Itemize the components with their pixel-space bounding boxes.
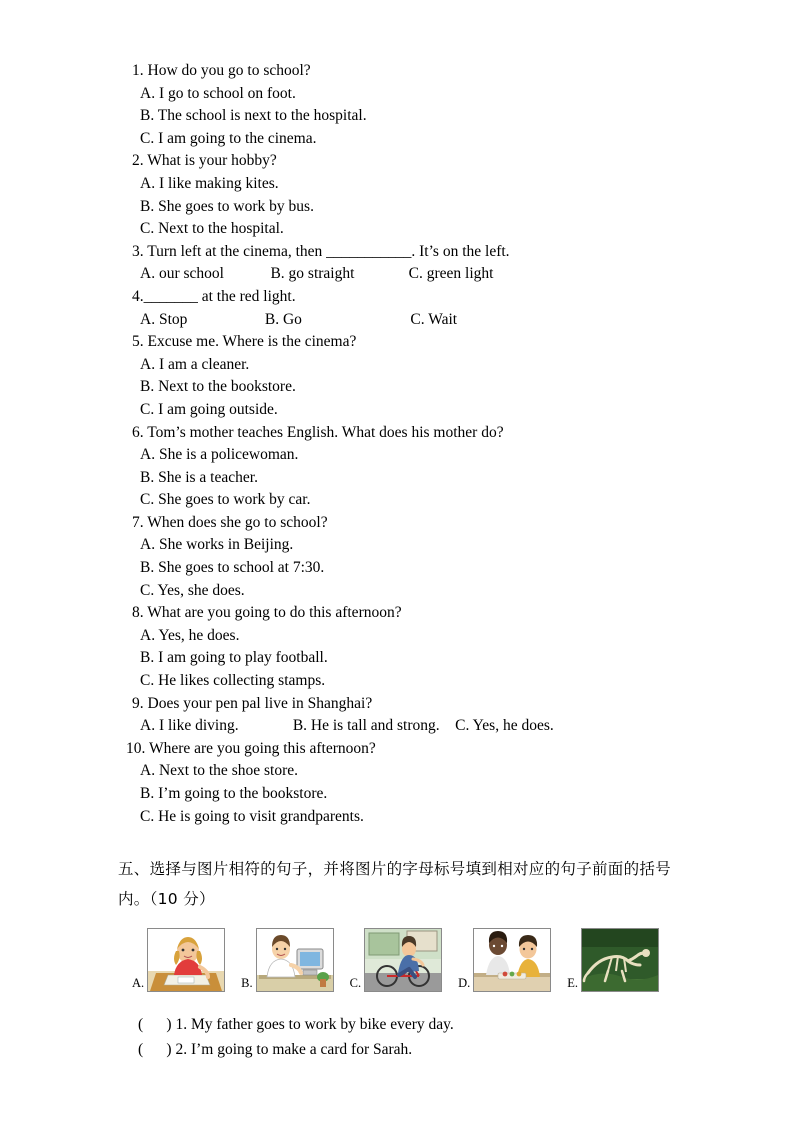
question-6-stem: 6. Tom’s mother teaches English. What does his mother do? — [132, 423, 504, 441]
question-8-stem: 8. What are you going to do this afternoon? — [132, 604, 402, 622]
question-5-option-b[interactable]: B. Next to the bookstore. — [140, 378, 296, 396]
picture-label-e: E. — [567, 976, 579, 991]
question-7 — [118, 512, 678, 602]
picture-label-a: A. — [132, 976, 145, 991]
picture-cell-c — [350, 928, 442, 992]
question-1-stem: 1. How do you go to school? — [132, 62, 311, 79]
question-8-option-a[interactable]: A. Yes, he does. — [140, 626, 240, 644]
picture-cell-d — [458, 928, 551, 992]
question-6-option-b[interactable]: B. She is a teacher. — [140, 468, 258, 486]
question-6-option-a[interactable]: A. She is a policewoman. — [140, 446, 299, 464]
question-8-option-c[interactable]: C. He likes collecting stamps. — [140, 672, 326, 690]
worksheet-content — [118, 60, 678, 1062]
question-2-option-c[interactable]: C. Next to the hospital. — [140, 220, 284, 238]
question-2 — [118, 150, 678, 240]
picture-label-b: B. — [241, 976, 253, 991]
question-3-options[interactable]: A. our school B. go straight C. green light — [140, 265, 494, 283]
question-4 — [118, 286, 678, 331]
question-5-option-c[interactable]: C. I am going outside. — [140, 400, 278, 418]
question-1-option-b[interactable]: B. The school is next to the hospital. — [140, 107, 367, 125]
question-6-option-c[interactable]: C. She goes to work by car. — [140, 491, 311, 509]
question-10-stem: 10. Where are you going this afternoon? — [126, 739, 376, 757]
question-9-options[interactable]: A. I like diving. B. He is tall and strong. C. Yes, he does. — [140, 717, 554, 735]
question-1-option-c[interactable]: C. I am going to the cinema. — [140, 129, 317, 147]
question-7-stem: 7. When does she go to school? — [132, 513, 328, 531]
question-7-option-a[interactable]: A. She works in Beijing. — [140, 536, 294, 554]
question-3 — [118, 241, 678, 286]
picture-label-c: C. — [349, 976, 362, 991]
picture-cell-a — [132, 928, 225, 992]
question-8 — [118, 602, 678, 692]
question-10 — [118, 738, 678, 828]
question-1 — [118, 60, 678, 150]
section-five-heading: 五、选择与图片相符的句子，并将图片的字母标号填到相对应的句子前面的括号内。（10 分） — [118, 860, 672, 909]
match-item-list — [118, 1012, 678, 1062]
question-2-option-a[interactable]: A. I like making kites. — [140, 174, 279, 192]
question-6 — [118, 422, 678, 512]
question-10-option-c[interactable]: C. He is going to visit grandparents. — [140, 807, 364, 825]
dinosaur-skeleton-museum-icon[interactable] — [581, 928, 659, 992]
two-children-cooking-icon[interactable] — [473, 928, 551, 992]
question-10-option-a[interactable]: A. Next to the shoe store. — [140, 762, 298, 780]
question-2-option-b[interactable]: B. She goes to work by bus. — [140, 197, 314, 215]
question-8-option-b[interactable]: B. I am going to play football. — [140, 649, 328, 667]
question-2-stem: 2. What is your hobby? — [132, 152, 277, 170]
picture-cell-e — [567, 928, 659, 992]
question-3-stem: 3. Turn left at the cinema, then ___________. It’s on the left. — [132, 242, 510, 260]
question-5-option-a[interactable]: A. I am a cleaner. — [140, 355, 250, 373]
match-item-1[interactable]: ( ) 1. My father goes to work by bike every day. — [138, 1016, 454, 1034]
question-9 — [118, 693, 678, 738]
question-4-options[interactable]: A. Stop B. Go C. Wait — [140, 310, 458, 328]
match-item-2[interactable]: ( ) 2. I’m going to make a card for Sarah. — [138, 1041, 413, 1059]
picture-label-d: D. — [458, 976, 471, 991]
girl-writing-at-desk-icon[interactable] — [147, 928, 225, 992]
question-9-stem: 9. Does your pen pal live in Shanghai? — [132, 694, 373, 712]
man-riding-bicycle-icon[interactable] — [364, 928, 442, 992]
question-5 — [118, 331, 678, 421]
picture-cell-b — [241, 928, 333, 992]
question-5-stem: 5. Excuse me. Where is the cinema? — [132, 333, 357, 351]
picture-row — [118, 928, 678, 992]
question-7-option-c[interactable]: C. Yes, she does. — [140, 581, 245, 599]
question-4-stem: 4._______ at the red light. — [132, 287, 296, 305]
question-1-option-a[interactable]: A. I go to school on foot. — [140, 84, 296, 102]
question-7-option-b[interactable]: B. She goes to school at 7:30. — [140, 559, 325, 577]
man-at-computer-icon[interactable] — [256, 928, 334, 992]
question-10-option-b[interactable]: B. I’m going to the bookstore. — [140, 785, 328, 802]
